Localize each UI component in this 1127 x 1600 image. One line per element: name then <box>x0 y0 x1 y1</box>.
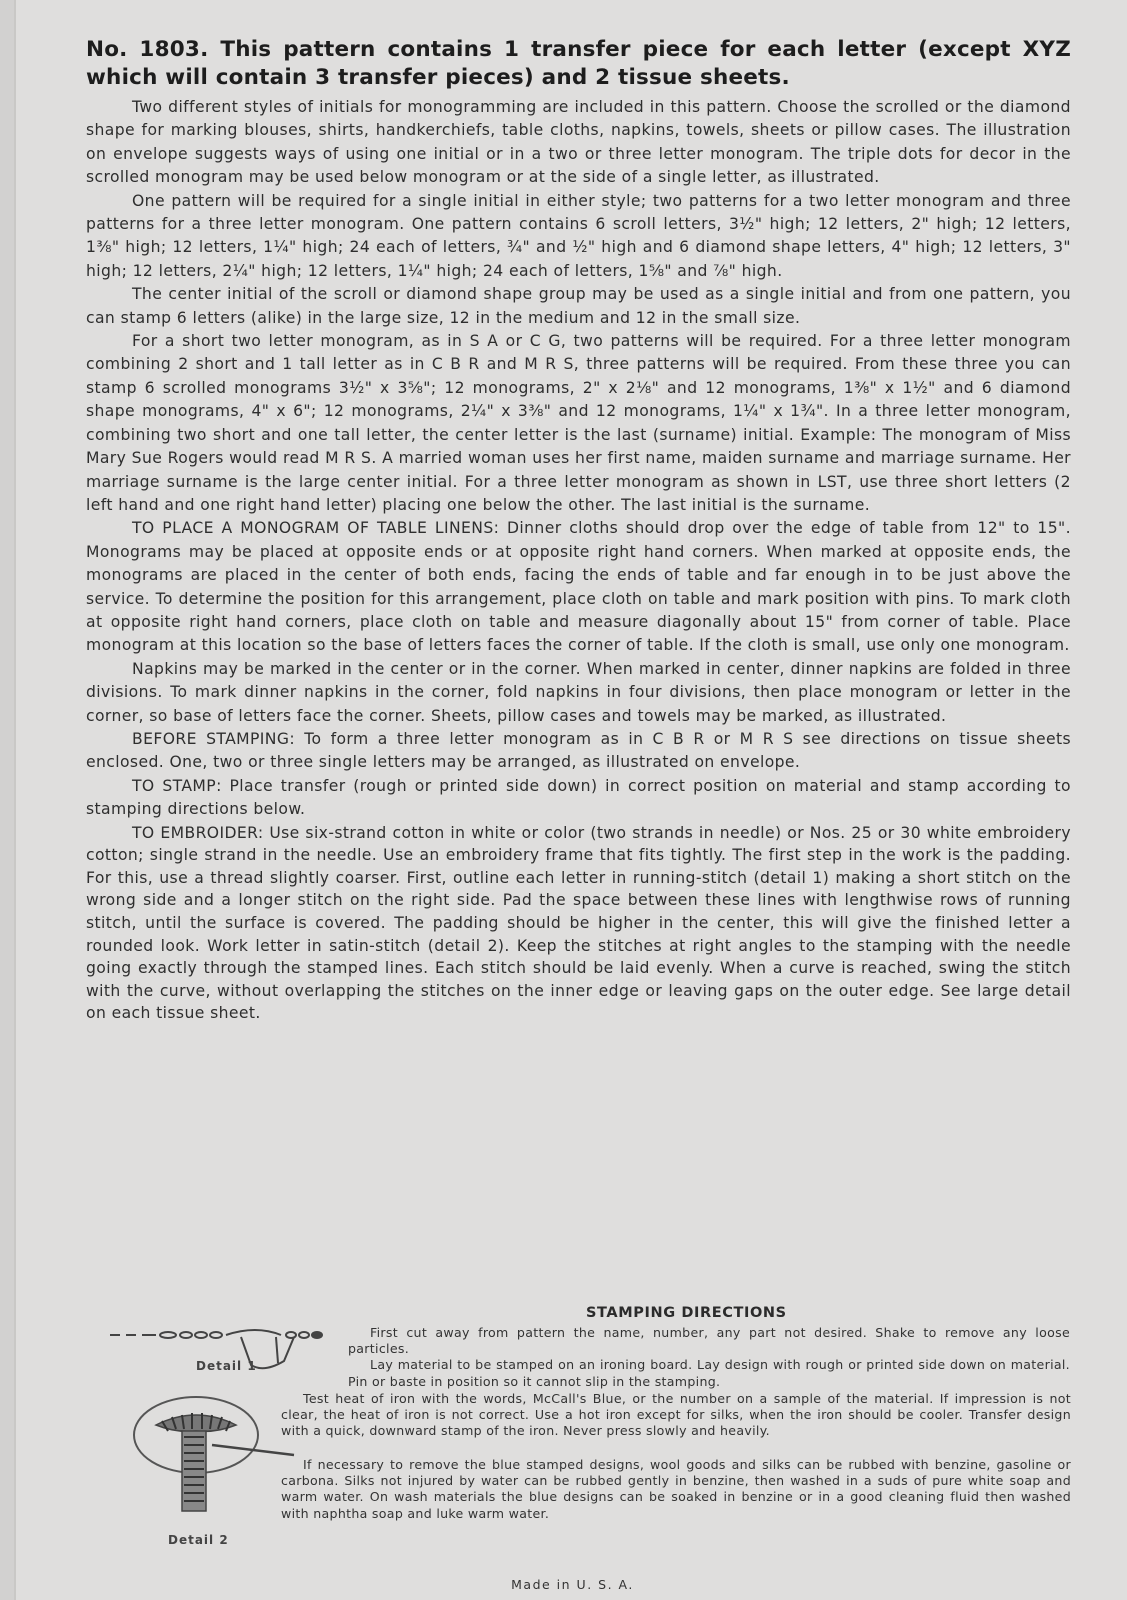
paragraph-to-embroider: TO EMBROIDER: Use six-strand cotton in white or color (two strands in needle) or Nos. 25 or 30 white embroidery cotton; single strand in the needle. Use an embroidery frame that fits tightly. The first step in the work is the padding. For this, use a thread slightly coarser. First, outline each letter in running-stitch (detail 1) making a short stitch on the wrong side and a longer stitch on the right side. Pad the space between these lines with lengthwise rows of running stitch, until the surface is covered. The padding should be higher in the center, this will give the finished letter a rounded look. Work letter in satin-stitch (detail 2). Keep the stitches at right angles to the stamping with the needle going exactly through the stamped lines. Each stitch should be laid evenly. When a curve is reached, swing the stitch with the curve, without overlapping the stitches on the inner edge or leaving gaps on the outer edge. See large detail on each tissue sheet. <box>86 823 1071 1023</box>
paragraph-center-initial: The center initial of the scroll or diamond shape group may be used as a single initial and from one pattern, you can stamp 6 letters (alike) in the large size, 12 in the medium and 12 in the small size. <box>86 285 1071 327</box>
stamping-steps-bottom <box>281 1391 1071 1440</box>
stamping-step-3: Test heat of iron with the words, McCall's Blue, or the number on a sample of the material. If impression is not clear, the heat of iron is not correct. Use a hot iron except for silks, when the iron should be cooler. Transfer design with a quick, downward stamp of the iron. Never press slowly and heavily. <box>281 1391 1071 1439</box>
stamping-step-2: Lay material to be stamped on an ironing board. Lay design with rough or printed side down on material. Pin or baste in position so it cannot slip in the stamping. <box>348 1357 1070 1389</box>
stamping-steps-top <box>348 1325 1070 1390</box>
paragraph-two-letter: For a short two letter monogram, as in S A or C G, two patterns will be required. For a three letter monogram combining 2 short and 1 tall letter as in C B R and M R S, three patterns will be required. From these three you can stamp 6 scrolled monograms 3½" x 3⅝"; 12 monograms, 2" x 2⅛" and 12 monograms, 1⅜" x 1½" and 6 diamond shape monograms, 4" x 6"; 12 monograms, 2¼" x 3⅜" and 12 monograms, 1¼" x 1¾". In a three letter monogram, combining two short and one tall letter, the center letter is the last (surname) initial. Example: The monogram of Miss Mary Sue Rogers would read M R S. A married woman uses her first name, maiden surname and marriage surname. Her marriage surname is the large center initial. For a three letter monogram as shown in LST, use three short letters (2 left hand and one right hand letter) placing one below the other. The last initial is the surname. <box>86 332 1071 514</box>
detail-2-illustration <box>116 1385 306 1525</box>
instruction-sheet <box>14 0 1127 1600</box>
paragraph-patterns-required: One pattern will be required for a single initial in either style; two patterns for a two letter monogram and three patterns for a three letter monogram. One pattern contains 6 scroll letters, 3½" high; 12 letters, 2" high; 12 letters, 1⅜" high; 12 letters, 1¼" high; 24 each of letters, ¾" and ½" high and 6 diamond shape letters, 4" high; 12 letters, 3" high; 12 letters, 2¼" high; 12 letters, 1¼" high; 24 each of letters, 1⅝" and ⅞" high. <box>86 191 1071 280</box>
detail-2-label: Detail 2 <box>168 1533 229 1547</box>
paragraph-before-stamping: BEFORE STAMPING: To form a three letter monogram as in C B R or M R S see directions on tissue sheets enclosed. One, two or three single letters may be arranged, as illustrated on envelope. <box>86 729 1071 772</box>
detail-1-illustration <box>106 1325 346 1385</box>
stamping-step-4: If necessary to remove the blue stamped designs, wool goods and silks can be rubbed with benzine, gasoline or carbona. Silks not injured by water can be rubbed gently in benzine, then washed in a suds of pure white soap and warm water. On wash materials the blue designs can be soaked in benzine or in a good cleaning fluid then washed with naphtha soap and luke warm water. <box>281 1457 1071 1521</box>
stamping-steps-last <box>281 1457 1071 1522</box>
main-text <box>86 36 1071 1025</box>
stamping-title: STAMPING DIRECTIONS <box>586 1305 787 1321</box>
made-in-usa: Made in U. S. A. <box>511 1577 634 1592</box>
stamping-directions <box>86 1305 1071 1565</box>
detail-1-label: Detail 1 <box>196 1359 257 1373</box>
paragraph-napkins: Napkins may be marked in the center or in the corner. When marked in center, dinner napkins are folded in three divisions. To mark dinner napkins in the corner, fold napkins in four divisions, then place monogram or letter in the corner, so base of letters face the corner. Sheets, pillow cases and towels may be marked, as illustrated. <box>86 659 1071 725</box>
page-title: No. 1803. This pattern contains 1 transfer piece for each letter (except XYZ which will contain 3 transfer pieces) and 2 tissue sheets. <box>86 37 1071 90</box>
paragraph-intro: Two different styles of initials for monogramming are included in this pattern. Choose the scrolled or the diamond shape for marking blouses, shirts, handkerchiefs, table cloths, napkins, towels, sheets or pillow cases. The illustration on envelope suggests ways of using one initial or in a two or three letter monogram. The triple dots for decor in the scrolled monogram may be used below monogram or at the side of a single letter, as illustrated. <box>86 98 1071 187</box>
paragraph-to-stamp: TO STAMP: Place transfer (rough or printed side down) in correct position on material and stamp according to stamping directions below. <box>86 776 1071 819</box>
stamping-step-1: First cut away from pattern the name, number, any part not desired. Shake to remove any loose particles. <box>348 1325 1070 1357</box>
paragraph-table-linens: TO PLACE A MONOGRAM OF TABLE LINENS: Dinner cloths should drop over the edge of table from 12" to 15". Monograms may be placed at opposite ends or at opposite right hand corners. When marked at opposite ends, the monograms are placed in the center of both ends, facing the ends of table and far enough in to be just above the service. To determine the position for this arrangement, place cloth on table and mark position with pins. To mark cloth at opposite right hand corners, place cloth on table and measure diagonally about 15" from corner of table. Place monogram at this location so the base of letters faces the corner of table. If the cloth is small, use only one monogram. <box>86 519 1071 655</box>
